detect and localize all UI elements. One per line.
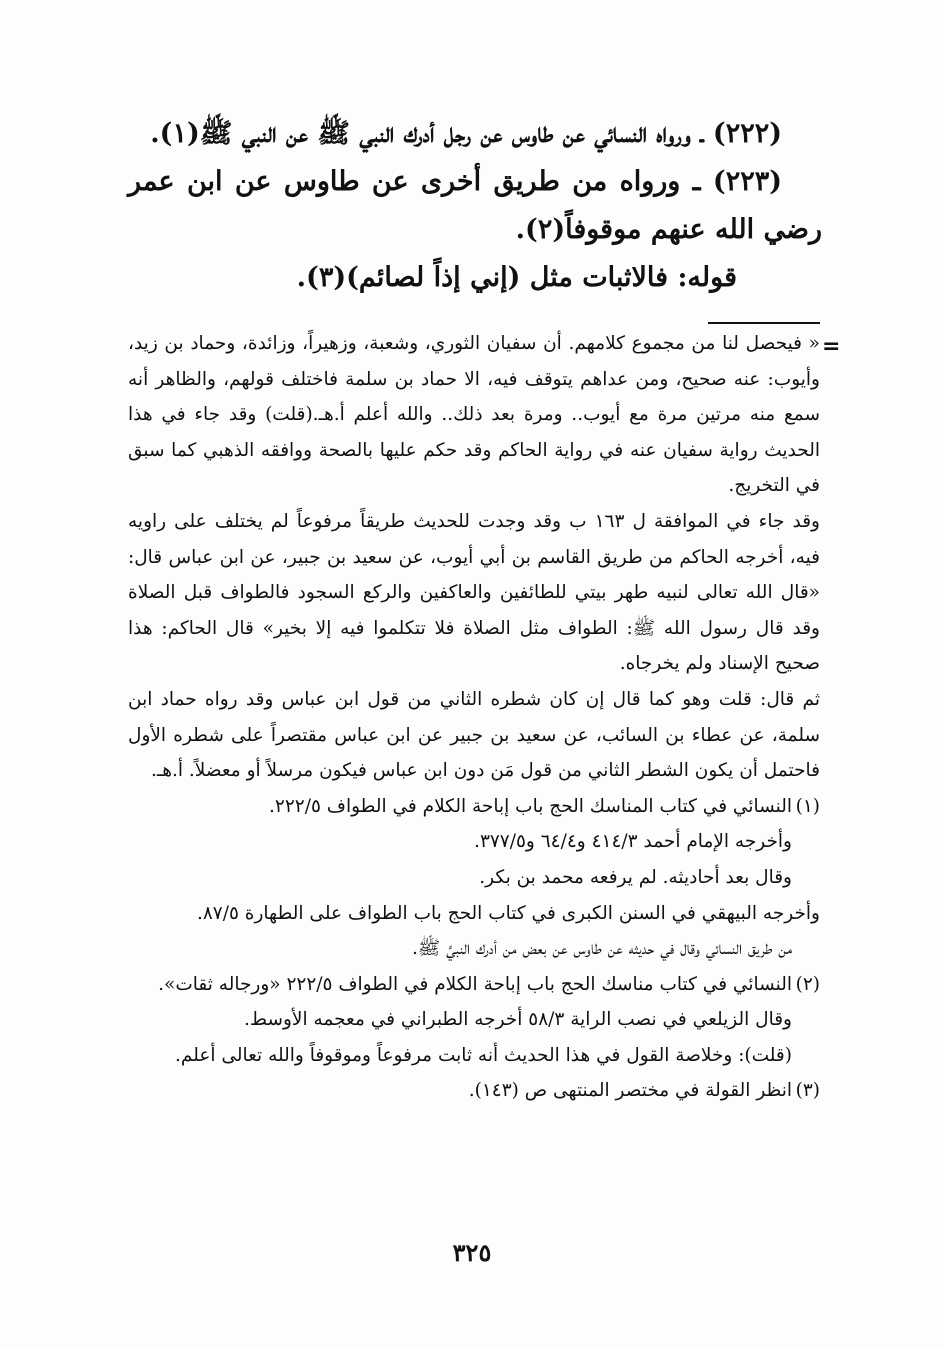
note-paragraph: وقد جاء في الموافقة ل ١٦٣ ب وقد وجدت للحديث طريقاً مرفوعاً لم يختلف على راويه فيه، أخرجه الحاكم من طريق القاسم بن أبي أيوب، عن سعيد بن جبير، عن ابن عباس قال: «قال الله تعالى لنبيه طهر بيتي للطائفين والعاكفين والركع السجود فالطواف قبل الصلاة وقد قال رسول الله ﷺ: الطواف مثل الصلاة فلا تتكلموا فيه إلا بخير» قال الحاكم: هذا صحيح الإسناد ولم يخرجاه. bbox=[128, 510, 820, 675]
footnotes bbox=[128, 326, 820, 1109]
quoted-statement: قوله: فالاثبات مثل (إني إذاً لصائم)(٣). bbox=[296, 262, 737, 293]
footnote-number: (١) bbox=[795, 795, 820, 817]
footnote-line: وقال بعد أحاديثه. لم يرفعه محمد بن بكر. bbox=[479, 866, 792, 888]
footnote-text: انظر القولة في مختصر المنتهى ص (١٤٣). bbox=[468, 1080, 792, 1102]
footnote-3 bbox=[128, 1073, 820, 1109]
footnote-line: وأخرجه الإمام أحمد ٤١٤/٣ و٦٤/٤ و٣٧٧/٥. bbox=[474, 831, 792, 853]
hadith-223: (٢٢٣) ـ ورواه من طريق أخرى عن طاوس عن ابن عمر رضي الله عنهم موقوفاً(٢). bbox=[128, 166, 822, 245]
footnote-separator bbox=[708, 322, 820, 324]
footnote-line: وأخرجه البيهقي في السنن الكبرى في كتاب الحج باب الطواف على الطهارة ٨٧/٥. bbox=[196, 902, 820, 924]
continuation-mark: = bbox=[822, 334, 841, 359]
footnote-text: النسائي في كتاب المناسك الحج باب إباحة الكلام في الطواف ٢٢٢/٥. bbox=[269, 795, 792, 817]
footnote-line: وقال الزيلعي في نصب الراية ٥٨/٣ أخرجه الطبراني في معجمه الأوسط. bbox=[244, 1009, 792, 1031]
note-paragraph: ثم قال: قلت وهو كما قال إن كان شطره الثاني من قول ابن عباس وقد رواه حماد ابن سلمة، عن عطاء بن السائب، عن سعيد بن جبير عن ابن عباس مقتصراً على شطره الأول فاحتمل أن يكون الشطر الثاني من قول مَن دون ابن عباس فيكون مرسلاً أو معضلاً. أ.هـ. bbox=[128, 688, 820, 782]
footnote-2 bbox=[128, 967, 820, 1003]
note-continued-paragraph: « فيحصل لنا من مجموع كلامهم. أن سفيان الثوري، وشعبة، وزهيراً، وزائدة، وحماد بن زيد، وأيوب: عنه صحيح، ومن عداهم يتوقف فيه، الا حماد بن سلمة فاختلف قولهم، والظاهر أنه سمع منه مرتين مرة مع أيوب.. ومرة بعد ذلك.. والله أعلم أ.هـ.(قلت) وقد جاء في هذا الحديث رواية سفيان عنه في رواية الحاكم وقد حكم عليها بالصحة ووافقه الذهبي كما سبق في التخريج. bbox=[128, 333, 820, 497]
hadith-222: (٢٢٢) ـ ورواه النسائي عن طاوس عن رجل أدرك النبي ﷺ عن النبي ﷺ(١). bbox=[150, 118, 782, 149]
page-number: ٣٢٥ bbox=[452, 1238, 492, 1267]
footnote-text: النسائي في كتاب مناسك الحج باب إباحة الكلام في الطواف ٢٢٢/٥ «ورجاله ثقات». bbox=[158, 973, 792, 995]
footnote-line: (قلت): وخلاصة القول في هذا الحديث أنه ثابت مرفوعاً وموقوفاً والله تعالى أعلم. bbox=[175, 1044, 792, 1066]
footnote-1 bbox=[128, 789, 820, 825]
footnote-line: من طريق النسائي وقال في حديثه عن طاوس عن بعض من أدرك النبيَّ ﷺ. bbox=[412, 938, 792, 960]
footnote-number: (٣) bbox=[795, 1080, 820, 1102]
main-text bbox=[128, 110, 822, 302]
footnote-number: (٢) bbox=[795, 973, 820, 995]
